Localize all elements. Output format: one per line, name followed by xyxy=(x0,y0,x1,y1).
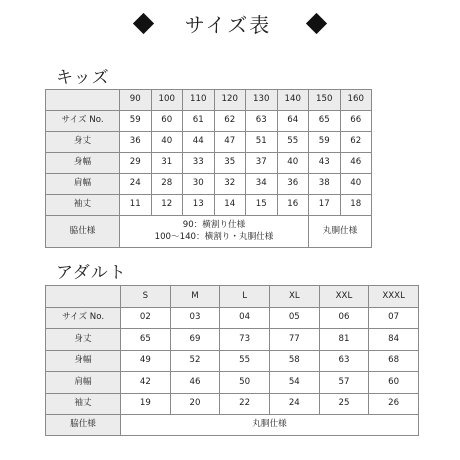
table-row xyxy=(46,372,419,393)
table-cell: 13 xyxy=(183,195,215,216)
table-cell: 55 xyxy=(220,350,270,371)
size-header: 140 xyxy=(277,90,309,111)
side-spec-note: 丸胴仕様 xyxy=(121,414,419,435)
table-cell: 49 xyxy=(121,350,171,371)
table-cell: 68 xyxy=(369,350,419,371)
table-cell: 33 xyxy=(183,153,215,174)
size-header: 120 xyxy=(214,90,246,111)
table-row xyxy=(46,350,419,371)
table-cell: 63 xyxy=(319,350,369,371)
table-cell: 05 xyxy=(269,308,319,329)
size-header: 160 xyxy=(340,90,372,111)
table-cell: 32 xyxy=(214,174,246,195)
kids-section-label: キッズ xyxy=(56,68,110,88)
table-cell: 16 xyxy=(277,195,309,216)
table-cell: 04 xyxy=(220,308,270,329)
row-label: 肩幅 xyxy=(46,174,120,195)
table-cell: 31 xyxy=(151,153,183,174)
table-cell: 69 xyxy=(170,329,220,350)
row-label: 身丈 xyxy=(46,132,120,153)
table-cell: 57 xyxy=(319,372,369,393)
side-spec-note xyxy=(120,216,309,248)
row-label: 脇仕様 xyxy=(46,216,120,248)
size-header: 110 xyxy=(183,90,215,111)
table-cell: 26 xyxy=(369,393,419,414)
row-label: 肩幅 xyxy=(46,372,121,393)
row-label: 身丈 xyxy=(46,329,121,350)
adult-size-table xyxy=(45,285,419,436)
size-header: XXL xyxy=(319,286,369,308)
kids-size-table xyxy=(45,89,372,248)
table-cell: 54 xyxy=(269,372,319,393)
table-cell: 14 xyxy=(214,195,246,216)
table-row-side-spec xyxy=(46,414,419,435)
table-cell: 50 xyxy=(220,372,270,393)
table-row-side-spec xyxy=(46,216,372,248)
table-cell: 42 xyxy=(121,372,171,393)
table-cell: 03 xyxy=(170,308,220,329)
table-cell: 20 xyxy=(170,393,220,414)
page-title: サイズ表 xyxy=(184,12,272,37)
table-cell: 37 xyxy=(246,153,278,174)
row-label: 脇仕様 xyxy=(46,414,121,435)
table-cell: 62 xyxy=(340,132,372,153)
table-cell: 47 xyxy=(214,132,246,153)
table-cell: 18 xyxy=(340,195,372,216)
table-cell: 60 xyxy=(369,372,419,393)
table-cell: 64 xyxy=(277,111,309,132)
diamond-left-icon xyxy=(133,12,154,33)
size-header: 100 xyxy=(151,90,183,111)
table-cell: 28 xyxy=(151,174,183,195)
table-cell: 81 xyxy=(319,329,369,350)
table-cell: 17 xyxy=(309,195,341,216)
table-cell: 40 xyxy=(277,153,309,174)
table-cell: 22 xyxy=(220,393,270,414)
table-row xyxy=(46,393,419,414)
table-row xyxy=(46,329,419,350)
table-cell: 46 xyxy=(340,153,372,174)
table-row xyxy=(46,174,372,195)
table-corner-cell xyxy=(46,90,120,111)
table-cell: 59 xyxy=(309,132,341,153)
size-header: XXXL xyxy=(369,286,419,308)
table-cell: 51 xyxy=(246,132,278,153)
row-label: サイズ No. xyxy=(46,111,120,132)
table-cell: 61 xyxy=(183,111,215,132)
table-row xyxy=(46,111,372,132)
table-row xyxy=(46,153,372,174)
size-header: XL xyxy=(269,286,319,308)
side-spec-note-line: 90：横割り仕様 xyxy=(182,219,246,230)
table-cell: 77 xyxy=(269,329,319,350)
size-header: 150 xyxy=(309,90,341,111)
table-cell: 66 xyxy=(340,111,372,132)
table-cell: 59 xyxy=(120,111,152,132)
table-cell: 06 xyxy=(319,308,369,329)
table-cell: 63 xyxy=(246,111,278,132)
row-label: 身幅 xyxy=(46,350,121,371)
table-corner-cell xyxy=(46,286,121,308)
table-cell: 30 xyxy=(183,174,215,195)
table-row xyxy=(46,132,372,153)
table-cell: 36 xyxy=(120,132,152,153)
table-cell: 15 xyxy=(246,195,278,216)
size-header: 130 xyxy=(246,90,278,111)
table-cell: 25 xyxy=(319,393,369,414)
table-header-row xyxy=(46,286,419,308)
row-label: 袖丈 xyxy=(46,393,121,414)
table-cell: 40 xyxy=(340,174,372,195)
table-cell: 24 xyxy=(120,174,152,195)
table-cell: 52 xyxy=(170,350,220,371)
side-spec-note-line: 100〜140：横割り・丸胴仕様 xyxy=(154,231,274,242)
table-cell: 65 xyxy=(309,111,341,132)
page-title-row xyxy=(0,6,460,40)
table-cell: 73 xyxy=(220,329,270,350)
table-cell: 24 xyxy=(269,393,319,414)
table-cell: 62 xyxy=(214,111,246,132)
table-cell: 35 xyxy=(214,153,246,174)
table-cell: 11 xyxy=(120,195,152,216)
diamond-right-icon xyxy=(306,12,327,33)
size-header: 90 xyxy=(120,90,152,111)
table-cell: 65 xyxy=(121,329,171,350)
size-header: M xyxy=(170,286,220,308)
table-cell: 07 xyxy=(369,308,419,329)
side-spec-note-right: 丸胴仕様 xyxy=(309,216,372,248)
table-cell: 38 xyxy=(309,174,341,195)
table-cell: 58 xyxy=(269,350,319,371)
table-cell: 12 xyxy=(151,195,183,216)
table-row xyxy=(46,195,372,216)
adult-section-label: アダルト xyxy=(56,263,127,283)
row-label: 身幅 xyxy=(46,153,120,174)
table-cell: 46 xyxy=(170,372,220,393)
table-cell: 84 xyxy=(369,329,419,350)
table-cell: 19 xyxy=(121,393,171,414)
size-header: S xyxy=(121,286,171,308)
table-cell: 02 xyxy=(121,308,171,329)
row-label: 袖丈 xyxy=(46,195,120,216)
table-cell: 43 xyxy=(309,153,341,174)
table-cell: 36 xyxy=(277,174,309,195)
size-header: L xyxy=(220,286,270,308)
table-cell: 29 xyxy=(120,153,152,174)
row-label: サイズ No. xyxy=(46,308,121,329)
table-cell: 60 xyxy=(151,111,183,132)
table-row xyxy=(46,308,419,329)
table-cell: 40 xyxy=(151,132,183,153)
table-cell: 44 xyxy=(183,132,215,153)
table-cell: 55 xyxy=(277,132,309,153)
table-header-row xyxy=(46,90,372,111)
table-cell: 34 xyxy=(246,174,278,195)
